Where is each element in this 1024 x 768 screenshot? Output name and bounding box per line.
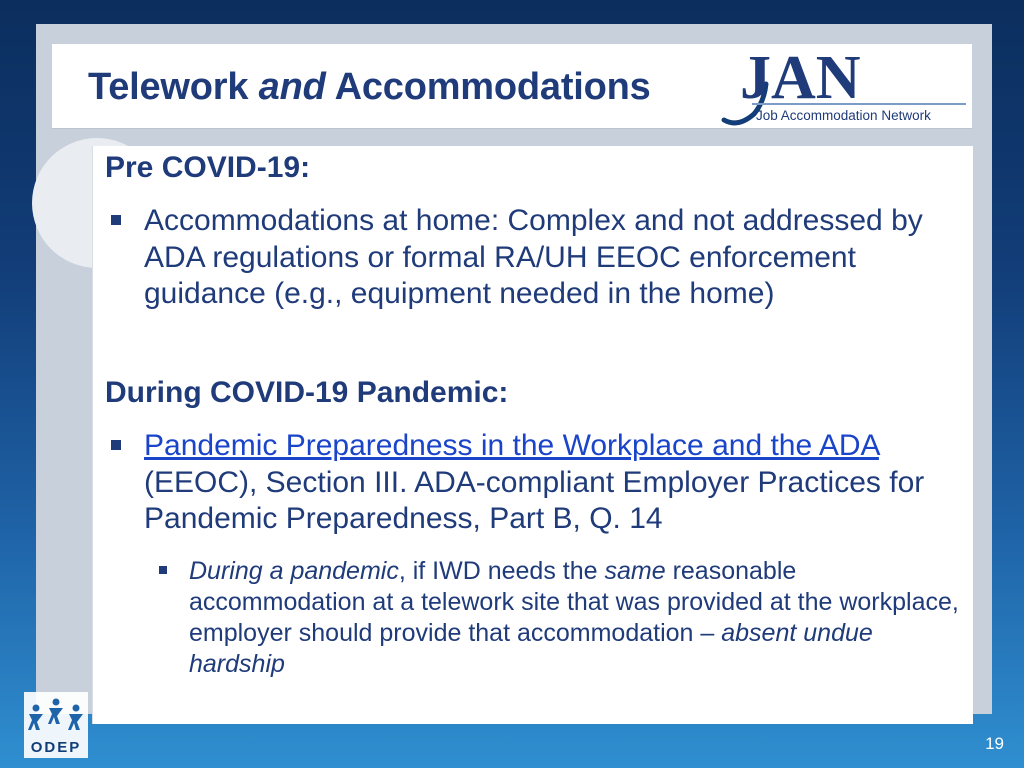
sub-bullet-em-pandemic: During a pandemic (189, 557, 399, 585)
jan-logo-letters: JAN (740, 44, 861, 112)
slide-content (92, 146, 973, 724)
bullet-text (144, 428, 954, 538)
jan-logo-graphic (720, 44, 972, 128)
sub-bullet-text-part: reasonable accommodation at a telework site that was provided at the workplace, employer should provide that accommodation – (189, 557, 959, 647)
jan-logo-tagline: Job Accommodation Network (756, 108, 931, 123)
bullet-text-tail: (EEOC), Section III. ADA-compliant Employer Practices for Pandemic Preparedness, Part B, Q. 14 (144, 465, 925, 535)
sub-bullet-em-same: same (604, 557, 666, 585)
sub-bullet-square-icon (159, 566, 167, 574)
sub-bullet-text (189, 556, 959, 680)
bullet-square-icon (111, 215, 121, 225)
section-heading-during-covid: During COVID-19 Pandemic: (105, 376, 509, 409)
section-heading-pre-covid: Pre COVID-19: (105, 151, 311, 184)
odep-logo-graphic (24, 692, 88, 758)
page-number: 19 (985, 734, 1004, 753)
slide-title (88, 66, 651, 109)
odep-logo-label: ODEP (30, 739, 82, 756)
jan-logo (720, 44, 972, 128)
title-word-telework: Telework (88, 66, 249, 108)
title-word-accommodations: Accommodations (334, 66, 651, 108)
odep-logo (24, 692, 88, 758)
bullet-text: Accommodations at home: Complex and not addressed by ADA regulations or formal RA/UH EEOC enforcement guidance (e.g., equipment needed in the home) (144, 204, 923, 310)
title-word-and: and (258, 66, 326, 108)
eeoc-guidance-link[interactable]: Pandemic Preparedness in the Workplace and the ADA (144, 429, 879, 462)
sub-bullet-text-part: , if IWD needs the (398, 557, 605, 585)
sub-bullet-em-undue-hardship: absent undue hardship (189, 619, 873, 678)
bullet-square-icon (111, 440, 121, 450)
title-bar (52, 44, 972, 128)
